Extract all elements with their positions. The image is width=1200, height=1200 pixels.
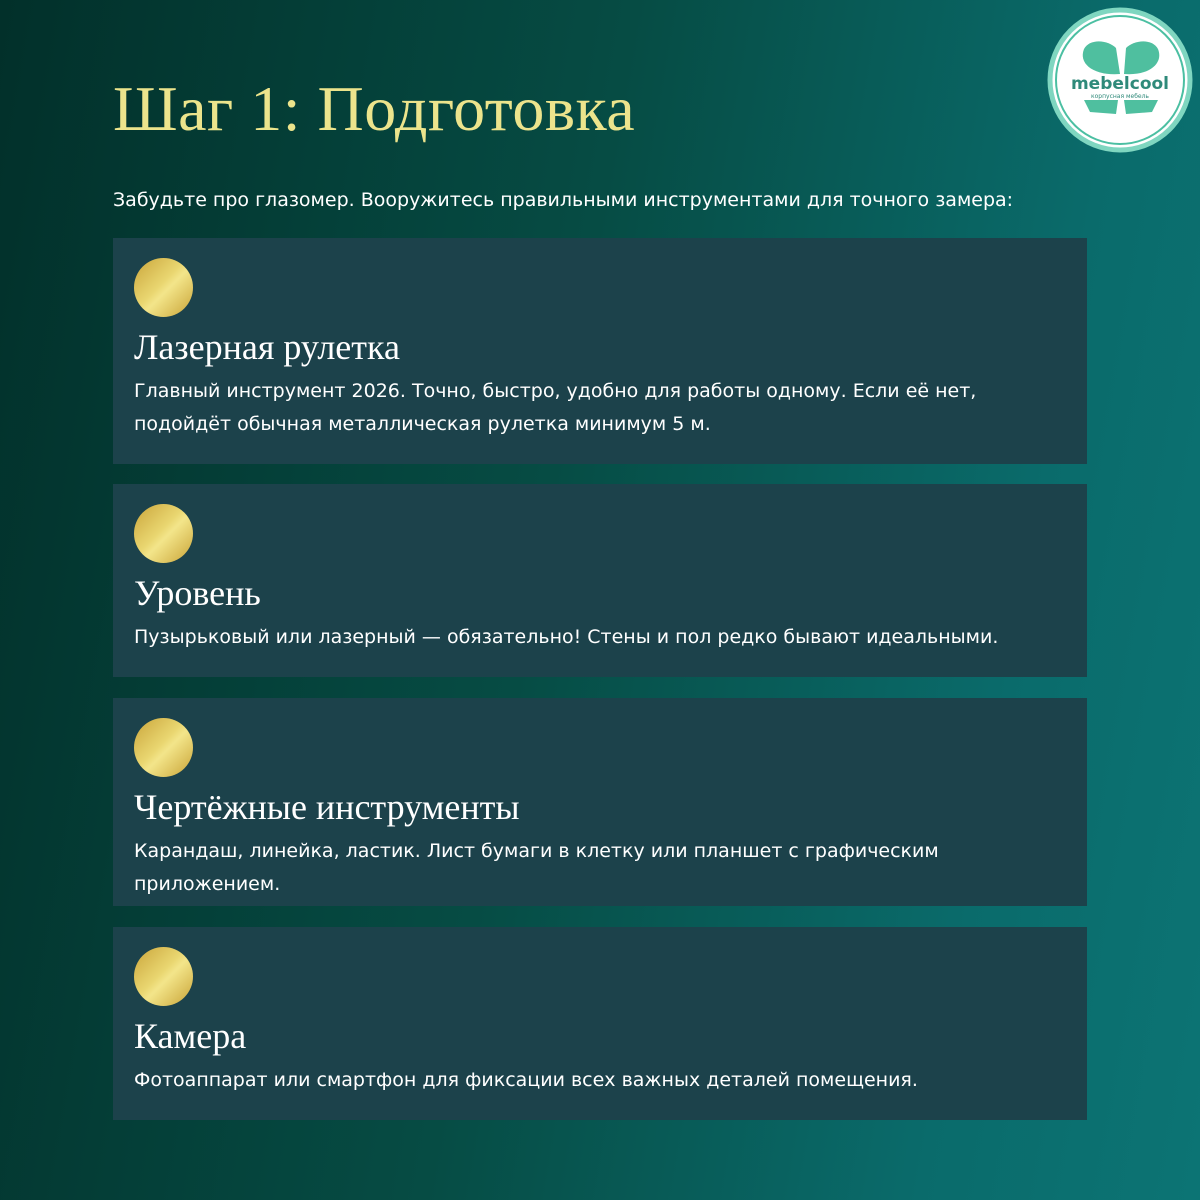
tool-card-drawing-tools bbox=[113, 698, 1087, 906]
page-title: Шаг 1: Подготовка bbox=[113, 73, 636, 144]
gold-circle-icon bbox=[134, 947, 193, 1006]
svg-text:mebelcool: mebelcool bbox=[1070, 74, 1170, 94]
card-description: Пузырьковый или лазерный — обязательно! Стены и пол редко бывают идеальными. bbox=[134, 626, 999, 648]
card-title: Лазерная рулетка bbox=[134, 327, 400, 367]
intro-text: Забудьте про глазомер. Вооружитесь правильными инструментами для точного замера: bbox=[113, 189, 1014, 211]
tool-card-camera bbox=[113, 927, 1087, 1120]
tool-card-laser-tape bbox=[113, 238, 1087, 464]
tool-card-level bbox=[113, 484, 1087, 677]
gold-circle-icon bbox=[134, 258, 193, 317]
card-description: Фотоаппарат или смартфон для фиксации всех важных деталей помещения. bbox=[134, 1069, 918, 1091]
card-title: Камера bbox=[134, 1016, 247, 1056]
card-title: Чертёжные инструменты bbox=[134, 787, 520, 827]
svg-text:корпусная мебель: корпусная мебель bbox=[1091, 93, 1149, 100]
mebelcool-logo bbox=[1044, 4, 1196, 156]
card-description: Карандаш, линейка, ластик. Лист бумаги в клетку или планшет с графическим приложением. bbox=[134, 840, 939, 895]
gold-circle-icon bbox=[134, 718, 193, 777]
gold-circle-icon bbox=[134, 504, 193, 563]
card-title: Уровень bbox=[134, 573, 261, 613]
card-description: Главный инструмент 2026. Точно, быстро, удобно для работы одному. Если её нет, подойдёт обычная металлическая рулетка минимум 5 м. bbox=[134, 380, 977, 435]
